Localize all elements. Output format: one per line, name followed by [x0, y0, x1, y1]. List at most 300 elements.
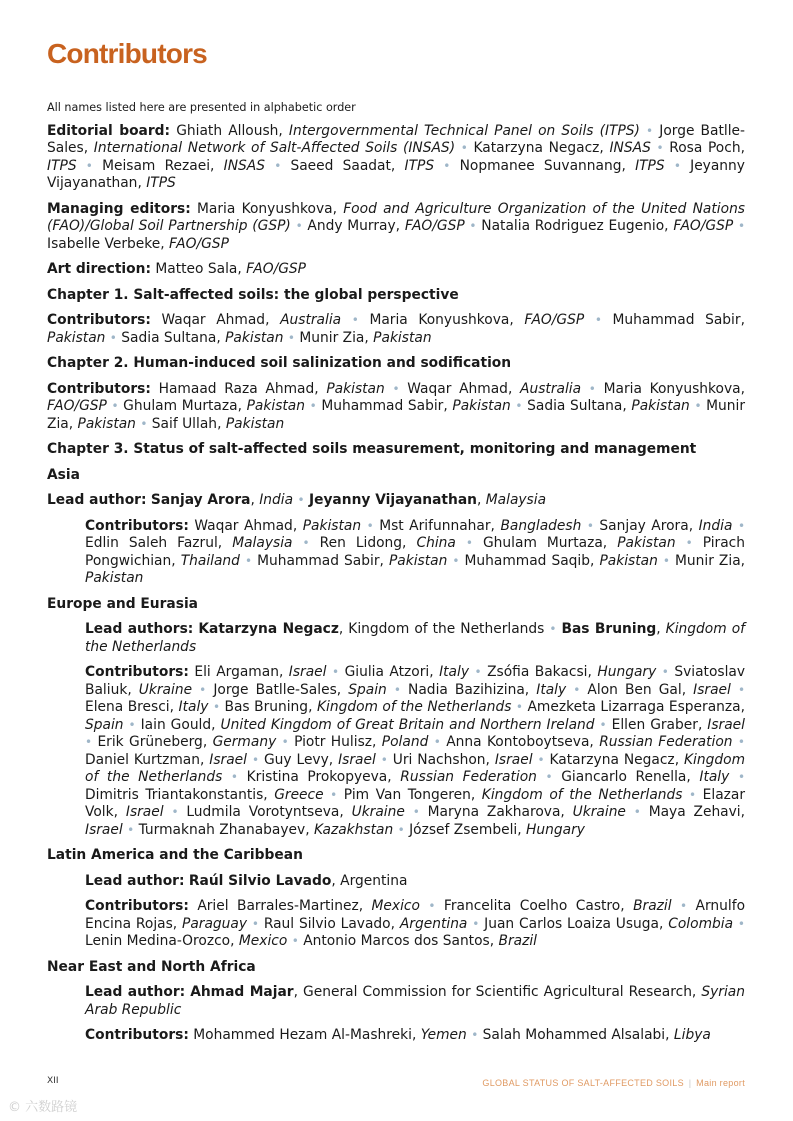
contributor-name: Eli Argaman [194, 664, 279, 680]
separator-bullet: • [199, 682, 207, 697]
separator-bullet: • [127, 822, 135, 837]
contributor-entry: Rosa Poch, ITPS [47, 140, 745, 174]
contributor-entry: Sanjay Arora, India [599, 517, 733, 534]
contributor-name: Lenin Medina-Orozco [85, 933, 231, 949]
contributor-affiliation: Israel [85, 821, 123, 838]
contributor-entry: Saif Ullah, Pakistan [151, 415, 285, 432]
contributor-entry: Lenin Medina-Orozco, Mexico [85, 933, 288, 949]
contributor-affiliation: Kingdom of the Netherlands [481, 786, 683, 803]
contributor-name: Daniel Kurtzman [85, 751, 200, 768]
footer-divider: | [688, 1078, 692, 1088]
contributor-group [85, 873, 745, 891]
contributor-name: Zsófia Bakacsi [487, 664, 588, 680]
contributor-affiliation: Kingdom of the Netherlands [316, 699, 512, 715]
contributor-affiliation: Libya [673, 1027, 711, 1043]
contributor-affiliation: Pakistan [225, 329, 284, 346]
contributor-entry: Raul Silvio Lavado, Argentina [263, 915, 468, 932]
group-label: Lead author: [85, 872, 185, 889]
separator-bullet: • [212, 700, 221, 714]
contributor-name: Katarzyna Negacz [473, 140, 600, 156]
separator-bullet: • [465, 536, 473, 550]
contributor-entry: Munir Zia, Pakistan [299, 329, 432, 346]
separator-bullet: • [515, 700, 523, 714]
separator-bullet: • [694, 399, 702, 413]
separator-bullet: • [661, 665, 669, 679]
separator-bullet: • [656, 141, 664, 155]
contributor-affiliation: Mexico [238, 933, 288, 949]
contributor-name: Munir Zia [674, 552, 741, 569]
page-number: XII [47, 1076, 59, 1086]
group-label: Art direction: [47, 261, 151, 277]
contributor-affiliation: Spain [85, 716, 124, 733]
contributor-entry: Turmaknah Zhanabayev, Kazakhstan [138, 821, 394, 838]
separator-bullet: • [128, 717, 136, 732]
contributor-entry: Antonio Marcos dos Santos, Brazil [303, 933, 538, 949]
contributor-name: Sviatoslav Baliuk [85, 664, 746, 698]
separator-bullet: • [281, 735, 289, 749]
contributor-affiliation: Food and Agriculture Organization of the United Nations (FAO)/Global Soil Partnership (GSP) [47, 200, 745, 234]
page-title: Contributors [47, 38, 207, 69]
contributor-affiliation: Greece [274, 786, 324, 803]
contributor-name: Juan Carlos Loaiza Usuga [484, 915, 660, 932]
separator-bullet: • [737, 682, 746, 697]
contributor-name: Uri Nachshon [392, 751, 486, 768]
contributor-affiliation: Pakistan [326, 380, 385, 397]
contributor-entry: Sviatoslav Baliuk, Ukraine [85, 664, 746, 698]
contributor-affiliation: Pakistan [617, 535, 676, 551]
contributor-entry: Kristina Prokopyeva, Russian Federation [246, 769, 537, 785]
separator-bullet: • [588, 381, 596, 396]
contributor-name: Elazar Volk [85, 786, 746, 820]
contributor-entry: Isabelle Verbeke, FAO/GSP [47, 235, 229, 252]
chapter-heading: Chapter 2. Human-induced soil salinization and sodification [47, 355, 512, 371]
chapter-heading: Chapter 1. Salt-affected soils: the global perspective [47, 286, 459, 303]
contributor-group [47, 381, 745, 434]
separator-bullet: • [85, 158, 93, 173]
region-heading: Near East and North Africa [47, 958, 256, 975]
group-label: Contributors: [85, 517, 189, 534]
separator-bullet: • [537, 752, 545, 767]
contributor-affiliation: Colombia [668, 915, 734, 932]
contributor-affiliation: Hungary [597, 664, 657, 680]
contributor-entry: Muhammad Saqib, Pakistan [464, 552, 658, 569]
separator-bullet: • [291, 934, 299, 948]
footer-report-title: GLOBAL STATUS OF SALT-AFFECTED SOILS [482, 1078, 684, 1088]
contributor-entry: Ghulam Murtaza, Pakistan [482, 535, 676, 551]
contributor-affiliation: Bangladesh [500, 517, 582, 534]
separator-bullet: • [251, 916, 259, 931]
contributor-entry: Maria Konyushkova, Food and Agriculture Organization of the United Nations (FAO)/Global Soil Partnership (GSP) [47, 200, 745, 234]
separator-bullet: • [251, 752, 260, 767]
contributor-name: Sadia Sultana [527, 398, 623, 414]
contributor-name: Turmaknah Zhanabayev [138, 821, 306, 838]
contributor-affiliation: Pakistan [373, 329, 432, 346]
contributor-entry: Ludmila Vorotyntseva, Ukraine [186, 804, 405, 820]
contributor-affiliation: Israel [693, 681, 731, 698]
region-heading: Europe and Eurasia [47, 595, 198, 612]
contributor-name: Maria Konyushkova [369, 312, 510, 328]
contributor-group [85, 984, 745, 1019]
contributor-entry: Muhammad Sabir, Pakistan [47, 312, 745, 346]
intro-note: All names listed here are presented in alphabetic order [47, 101, 356, 114]
contributor-name: Giancarlo Renella [561, 769, 687, 785]
contributor-group [47, 492, 745, 510]
separator-bullet: • [545, 770, 553, 784]
contributor-name: Antonio Marcos dos Santos [303, 933, 490, 949]
contributor-affiliation: FAO/GSP [47, 398, 107, 414]
separator-bullet: • [737, 916, 745, 931]
affiliation-part: Syrian Arab Republic [85, 984, 745, 1018]
contributor-name: Waqar Ahmad [161, 312, 266, 328]
contributor-name: Iain Gould [140, 716, 212, 733]
contributor-affiliation: Kingdom of the Netherlands [348, 621, 545, 637]
contributor-entry: Ariel Barrales-Martinez, Mexico [197, 898, 420, 914]
separator-bullet: • [392, 381, 400, 396]
contributor-entry: Maya Zehavi, Israel [85, 804, 746, 838]
contributor-name: Muhammad Saqib [464, 552, 591, 569]
contributor-name: Edlin Saleh Fazrul [85, 535, 218, 551]
contributor-entry: Katarzyna Negacz, INSAS [473, 140, 651, 156]
contributor-group [47, 123, 745, 193]
contributor-entry: Waqar Ahmad, Pakistan [194, 517, 362, 534]
contributor-affiliation: Israel [707, 716, 746, 733]
contributor-name: Sanjay Arora [150, 492, 251, 508]
contributor-affiliation: Pakistan [85, 570, 144, 586]
contributor-name: Pim Van Tongeren [343, 786, 471, 803]
contributor-entry: Zsófia Bakacsi, Hungary [487, 664, 657, 680]
contributor-affiliation: Argentina [340, 872, 408, 889]
group-label: Contributors: [85, 898, 189, 914]
contributor-name: Arnulfo Encina Rojas [85, 898, 746, 932]
contributor-affiliation: Thailand [180, 552, 240, 569]
separator-bullet: • [85, 735, 93, 749]
separator-bullet: • [433, 735, 441, 749]
contributor-name: Nadia Bazihizina [408, 681, 525, 698]
contributor-name: Rosa Poch [669, 140, 741, 156]
contributor-entry: Ahmad Majar, General Commission for Scientific Agricultural Research, Syrian Arab Republic [85, 984, 745, 1018]
contributor-entry: Nadia Bazihizina, Italy [408, 681, 567, 698]
contributor-affiliation: Russian Federation [400, 769, 537, 785]
contributor-affiliation: Israel [338, 751, 376, 768]
separator-bullet: • [274, 158, 282, 173]
contributor-entry: Saeed Saadat, ITPS [290, 157, 435, 174]
contributor-affiliation: Brazil [498, 933, 538, 949]
contributor-entry: Amezketa Lizarraga Esperanza, Spain [85, 699, 745, 733]
contributor-entry: Sanjay Arora, India [150, 492, 294, 508]
separator-bullet: • [737, 735, 745, 749]
contributor-name: Piotr Hulisz [294, 734, 373, 750]
separator-bullet: • [472, 916, 480, 931]
contributor-name: Katarzyna Negacz [549, 751, 675, 768]
contributor-name: Isabelle Verbeke [47, 235, 161, 252]
contributor-name: Elena Bresci [85, 699, 170, 715]
contributor-entry: Giancarlo Renella, Italy [561, 769, 730, 785]
contributor-name: Maryna Zakharova [427, 804, 561, 820]
contributor-affiliation: Argentina [399, 915, 468, 932]
separator-bullet: • [680, 899, 688, 913]
contributor-name: Hamaad Raza Ahmad [158, 380, 315, 397]
contributor-affiliation: INSAS [609, 140, 651, 156]
separator-bullet: • [737, 770, 746, 784]
contributor-name: Sanjay Arora [599, 517, 689, 534]
contributor-entry: Sadia Sultana, Pakistan [527, 398, 690, 414]
contributor-affiliation: Pakistan [246, 398, 305, 414]
separator-bullet: • [594, 313, 602, 327]
contributor-group [85, 518, 745, 588]
contributor-name: Munir Zia [47, 398, 746, 432]
contributor-group [85, 621, 745, 656]
contributor-affiliation: Kingdom of the Netherlands [85, 751, 746, 785]
contributor-name: Ghulam Murtaza [123, 398, 238, 414]
contributors-content [47, 99, 745, 1053]
separator-bullet: • [171, 805, 179, 819]
contributor-affiliation: Israel [209, 751, 248, 768]
contributor-name: Saif Ullah [151, 415, 218, 432]
contributor-entry: Jorge Batlle-Sales, Spain [213, 681, 387, 698]
contributor-name: Andy Murray [307, 218, 396, 234]
separator-bullet: • [412, 805, 420, 819]
contributor-entry: Iain Gould, United Kingdom of Great Britain and Northern Ireland [140, 716, 595, 733]
separator-bullet: • [295, 219, 303, 233]
separator-bullet: • [244, 553, 253, 568]
group-label: Contributors: [47, 312, 151, 328]
contributor-name: Dimitris Triantakonstantis [85, 786, 264, 803]
contributor-name: Katarzyna Negacz [198, 621, 339, 637]
contributor-group [47, 312, 745, 347]
contributor-entry: Daniel Kurtzman, Israel [85, 751, 248, 768]
contributor-affiliation: Russian Federation [599, 734, 733, 750]
contributor-affiliation: Ukraine [351, 804, 405, 820]
contributor-name: Bas Bruning [561, 621, 657, 637]
contributor-name: Jorge Batlle-Sales [47, 122, 746, 156]
contributor-name: Jeyanny Vijayanathan [308, 492, 477, 508]
group-label: Managing editors: [47, 200, 191, 217]
contributor-name: Ellen Graber [611, 716, 698, 733]
group-label: Lead author: [85, 984, 186, 1000]
contributor-entry: Munir Zia, Pakistan [85, 552, 746, 586]
contributor-name: Francelita Coelho Castro [443, 898, 621, 914]
contributor-name: Raúl Silvio Lavado [188, 872, 332, 889]
separator-bullet: • [662, 553, 670, 568]
contributor-affiliation: FAO/GSP [246, 261, 306, 277]
contributor-entry: Katarzyna Negacz, Kingdom of the Netherlands [85, 751, 746, 785]
contributor-group [85, 664, 745, 839]
contributor-affiliation: Pakistan [388, 552, 448, 569]
contributor-name: Giulia Atzori [344, 664, 430, 680]
contributor-entry: Natalia Rodriguez Eugenio, FAO/GSP [481, 218, 734, 234]
separator-bullet: • [351, 313, 359, 327]
contributor-entry: Jeyanny Vijayanathan, Malaysia [308, 492, 547, 508]
separator-bullet: • [460, 141, 468, 155]
contributor-name: Guy Levy [263, 751, 329, 768]
separator-bullet: • [586, 518, 594, 533]
contributor-affiliation: Israel [494, 751, 533, 768]
contributor-affiliation: Ukraine [138, 681, 193, 698]
contributor-name: Erik Grüneberg [97, 734, 203, 750]
footer-report-part: Main report [696, 1078, 745, 1088]
contributor-affiliation: India [698, 517, 733, 534]
separator-bullet: • [646, 123, 654, 138]
contributor-name: Ren Lidong [319, 535, 403, 551]
contributor-entry: Nopmanee Suvannang, ITPS [459, 157, 665, 174]
contributor-affiliation: Pakistan [599, 552, 658, 569]
running-footer [482, 1078, 745, 1088]
contributor-name: Amezketa Lizarraga Esperanza [527, 699, 741, 715]
contributor-name: Waqar Ahmad [407, 380, 508, 397]
group-label: Contributors: [85, 664, 189, 680]
contributor-name: Muhammad Sabir [257, 552, 380, 569]
contributor-name: Munir Zia [299, 329, 365, 346]
contributor-affiliation: Ukraine [572, 804, 626, 820]
chapter-heading: Chapter 3. Status of salt-affected soils measurement, monitoring and management [47, 441, 697, 457]
contributor-name: Kristina Prokopyeva [246, 769, 388, 785]
contributor-blocks [47, 123, 745, 1045]
contributor-name: Jeyanny Vijayanathan [47, 157, 745, 191]
contributor-entry: Ellen Graber, Israel [611, 716, 746, 733]
region-heading: Latin America and the Caribbean [47, 847, 303, 863]
separator-bullet: • [297, 493, 305, 507]
contributor-name: Salah Mohammed Alsalabi [482, 1027, 666, 1043]
contributor-affiliation: Australia [520, 380, 582, 397]
contributor-affiliation: FAO/GSP [169, 235, 229, 252]
contributor-affiliation: Malaysia [485, 492, 547, 508]
contributor-entry: Edlin Saleh Fazrul, Malaysia [85, 535, 293, 551]
separator-bullet: • [633, 805, 641, 819]
contributor-entry: Maria Konyushkova, FAO/GSP [369, 312, 585, 328]
contributor-entry: Juan Carlos Loaiza Usuga, Colombia [484, 915, 734, 932]
contributor-affiliation: Yemen [420, 1027, 467, 1043]
contributor-entry: Eli Argaman, Israel [194, 664, 327, 680]
contributor-affiliation: FAO/GSP [404, 218, 465, 234]
contributor-entry: Anna Kontoboytseva, Russian Federation [446, 734, 733, 750]
contributor-entry: Meisam Rezaei, INSAS [102, 157, 265, 174]
group-label: Contributors: [47, 380, 151, 397]
contributor-name: Nopmanee Suvannang [459, 157, 622, 174]
separator-bullet: • [380, 752, 388, 767]
separator-bullet: • [330, 787, 338, 802]
contributor-name: Maria Konyushkova [197, 200, 333, 217]
contributor-affiliation: Kingdom of the Netherlands [85, 621, 745, 655]
contributor-entry: József Zsembeli, Hungary [409, 821, 585, 838]
contributor-entry: Jorge Batlle-Sales, International Network of Salt-Affected Soils (INSAS) [47, 122, 746, 156]
separator-bullet: • [111, 399, 119, 413]
contributor-name: Natalia Rodriguez Eugenio [481, 218, 665, 234]
group-label: Lead author: [47, 492, 147, 508]
contributor-affiliation: Pakistan [225, 415, 285, 432]
contributor-entry: Uri Nachshon, Israel [392, 751, 533, 768]
contributor-affiliation: China [416, 535, 456, 551]
contributor-affiliation: Brazil [633, 898, 672, 914]
separator-bullet: • [366, 518, 374, 533]
contributor-affiliation: Israel [125, 804, 164, 820]
contributor-entry: Ghiath Alloush, Intergovernmental Technical Panel on Soils (ITPS) [176, 122, 640, 139]
contributor-affiliation: Italy [178, 699, 209, 715]
contributor-affiliation: Malaysia [232, 535, 293, 551]
contributor-entry: Dimitris Triantakonstantis, Greece [85, 786, 324, 803]
separator-bullet: • [737, 518, 746, 533]
contributor-entry: Katarzyna Negacz, Kingdom of the Netherlands [198, 621, 545, 637]
contributor-affiliation: Italy [536, 681, 567, 698]
separator-bullet: • [452, 553, 460, 568]
contributor-entry: Francelita Coelho Castro, Brazil [443, 898, 672, 914]
contributor-name: Muhammad Sabir [612, 312, 741, 328]
contributor-name: Ghulam Murtaza [482, 535, 603, 551]
contributor-affiliation: Pakistan [302, 517, 362, 534]
contributor-name: Saeed Saadat [290, 157, 391, 174]
contributor-entry: Hamaad Raza Ahmad, Pakistan [158, 380, 385, 397]
contributor-affiliation: ITPS [146, 175, 176, 191]
separator-bullet: • [140, 416, 148, 431]
contributor-affiliation: International Network of Salt-Affected Soils (INSAS) [93, 140, 456, 156]
contributor-affiliation: Israel [288, 664, 327, 680]
contributor-name: Mst Arifunnahar [379, 517, 491, 534]
contributor-name: Ghiath Alloush [176, 122, 279, 139]
contributor-affiliation: Pakistan [452, 398, 511, 414]
contributor-name: Maya Zehavi [648, 804, 741, 820]
watermark: © 六数路镜 [8, 1100, 78, 1115]
separator-bullet: • [474, 665, 482, 679]
contributor-entry: Bas Bruning, Kingdom of the Netherlands [224, 699, 512, 715]
contributor-group [85, 1027, 745, 1045]
contributor-entry: Ghulam Murtaza, Pakistan [123, 398, 305, 414]
separator-bullet: • [332, 665, 340, 679]
contributor-affiliation: Poland [381, 734, 429, 750]
contributor-entry: Muhammad Sabir, Pakistan [321, 398, 511, 414]
separator-bullet: • [689, 787, 697, 802]
contributor-affiliation: INSAS [223, 157, 265, 174]
contributor-affiliation: ITPS [47, 157, 77, 174]
contributor-entry: Sadia Sultana, Pakistan [121, 329, 284, 346]
contributor-affiliation: Hungary [526, 821, 585, 838]
contributor-affiliation: Pakistan [47, 329, 106, 346]
contributor-affiliation: Spain [348, 681, 387, 698]
contributor-entry: Ren Lidong, China [319, 535, 456, 551]
contributor-entry: Elazar Volk, Israel [85, 786, 746, 820]
contributor-entry: Erik Grüneberg, Germany [97, 734, 277, 750]
contributor-affiliation: Pakistan [631, 398, 690, 414]
separator-bullet: • [515, 399, 523, 413]
contributor-affiliation: FAO/GSP [524, 312, 585, 328]
separator-bullet: • [230, 770, 238, 784]
region-heading: Asia [47, 466, 80, 483]
separator-bullet: • [393, 682, 401, 697]
contributor-entry: Andy Murray, FAO/GSP [307, 218, 465, 234]
separator-bullet: • [309, 399, 317, 413]
contributor-entry: Salah Mohammed Alsalabi, Libya [482, 1027, 711, 1043]
contributor-entry: Arnulfo Encina Rojas, Paraguay [85, 898, 746, 932]
separator-bullet: • [287, 330, 295, 345]
contributor-entry: Mst Arifunnahar, Bangladesh [379, 517, 582, 534]
separator-bullet: • [549, 622, 557, 636]
contributor-name: Anna Kontoboytseva [446, 734, 590, 750]
contributor-entry: Alon Ben Gal, Israel [587, 681, 731, 698]
contributor-affiliation: Intergovernmental Technical Panel on Soils (ITPS) [288, 122, 640, 139]
contributor-affiliation: India [259, 492, 294, 508]
separator-bullet: • [737, 219, 746, 233]
contributor-group [47, 261, 745, 279]
contributor-entry: Maria Konyushkova, FAO/GSP [47, 380, 745, 414]
contributor-entry: Pirach Pongwichian, Thailand [85, 535, 746, 569]
contributor-entry: Waqar Ahmad, Australia [407, 380, 582, 397]
contributor-affiliation: ITPS [404, 157, 435, 174]
contributor-entry: Muhammad Sabir, Pakistan [257, 552, 448, 569]
contributor-name: Bas Bruning [224, 699, 309, 715]
contributor-entry: Piotr Hulisz, Poland [294, 734, 429, 750]
contributor-affiliation: Germany [212, 734, 277, 750]
contributor-entry: Waqar Ahmad, Australia [161, 312, 342, 328]
separator-bullet: • [469, 219, 477, 233]
contributor-entry: Guy Levy, Israel [263, 751, 376, 768]
